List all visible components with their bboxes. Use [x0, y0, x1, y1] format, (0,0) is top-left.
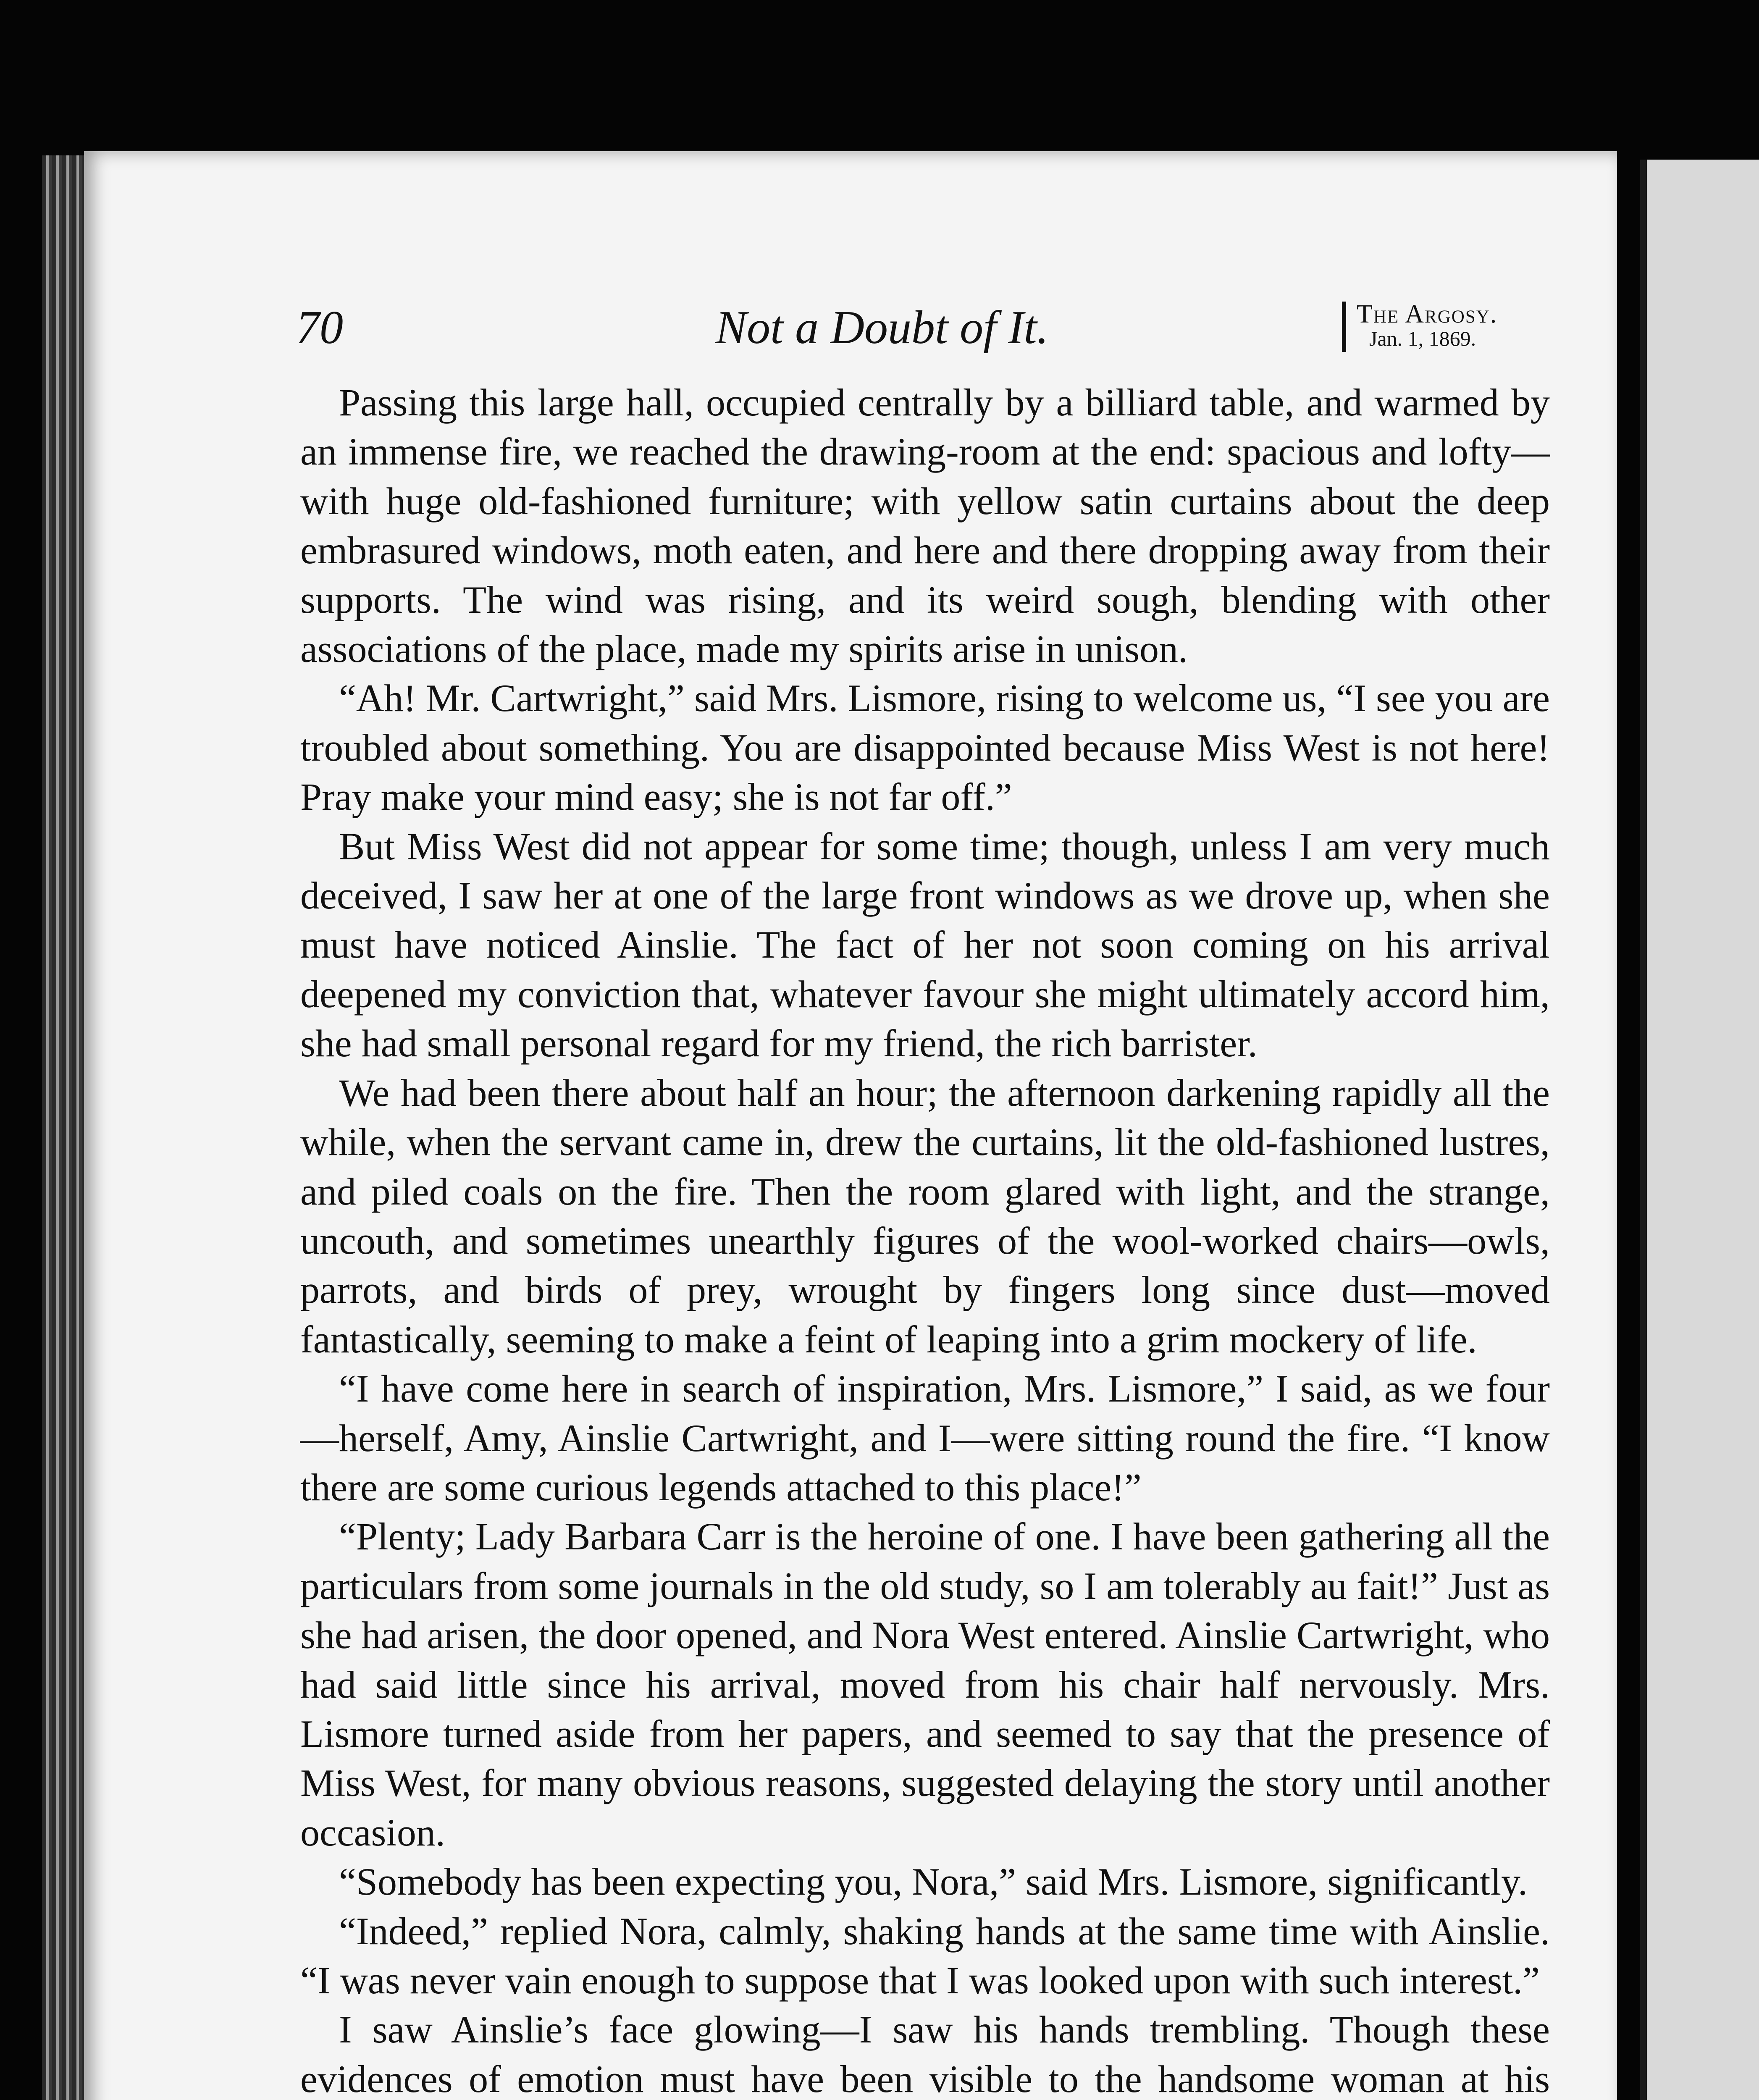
page-number: 70 [296, 302, 343, 354]
running-title: Not a Doubt of It. [715, 302, 1049, 354]
paragraph: “I have come here in search of inspiration, Mrs. Lismore,” I said, as we four—herself, Amy, Ainslie Cartwright, and I—were sitting round the fire. “I know there are some curious legends attached to this place!” [300, 1367, 1550, 1509]
paragraph: Passing this large hall, occupied centrally by a billiard table, and warmed by an immense fire, we reached the drawing-room at the end: spacious and lofty—with huge old-fashioned furniture; with yellow satin curtains about the deep embrasured windows, moth eaten, and here and there dropping away from their supports. The wind was rising, and its weird sough, blending with other associations of the place, made my spirits arise in unison. [300, 381, 1550, 671]
paragraph: I saw Ainslie’s face glowing—I saw his hands trembling. Though these evidences of emotion must have been visible to the handsome woman at his [300, 2008, 1550, 2100]
page-header [210, 294, 1554, 361]
paragraph: “Plenty; Lady Barbara Carr is the heroine of one. I have been gathering all the particulars from some journals in the old study, so I am tolerably au fait!” Just as she had arisen, the door opened, and Nora West entered. Ainslie Cartwright, who had said little since his arrival, moved from his chair half nervously. Mrs. Lismore turned aside from her papers, and seemed to say that the presence of Miss West, for many obvious reasons, suggested delaying the story until another occasion. [300, 1515, 1550, 1854]
paragraph: “Somebody has been expecting you, Nora,” said Mrs. Lismore, significantly. [339, 1860, 1528, 1903]
source-title: The Argosy. [1357, 300, 1498, 328]
paragraph: We had been there about half an hour; the afternoon darkening rapidly all the while, when the servant came in, drew the curtains, lit the old-fashioned lustres, and piled coals on the fire. Then the room glared with light, and the strange, uncouth, and sometimes unearthly figures of the wool-worked chairs—owls, parrots, and birds of prey, wrought by fingers long since dust—moved fantastically, seeming to make a feint of leaping into a grim mockery of life. [300, 1071, 1550, 1361]
paragraph: “Indeed,” replied Nora, calmly, shaking hands at the same time with Ainslie. “I was never vain enough to suppose that I was looked upon with such interest.” [300, 1909, 1550, 2002]
paragraph: “Ah! Mr. Cartwright,” said Mrs. Lismore, rising to welcome us, “I see you are troubled about something. You are disappointed because Miss West is not here! Pray make your mind easy; she is not far off.” [300, 677, 1550, 819]
body-text [300, 378, 1550, 2100]
source-citation [1342, 302, 1554, 352]
source-date: Jan. 1, 1869. [1369, 327, 1476, 350]
facing-page-edge [1640, 160, 1759, 2100]
paragraph: But Miss West did not appear for some time; though, unless I am very much deceived, I saw her at one of the large front windows as we drove up, when she must have noticed Ainslie. The fact of her not soon coming on his arrival deepened my conviction that, whatever favour she might ultimately accord him, she had small personal regard for my friend, the rich barrister. [300, 824, 1550, 1065]
book-page-edges [42, 155, 88, 2100]
